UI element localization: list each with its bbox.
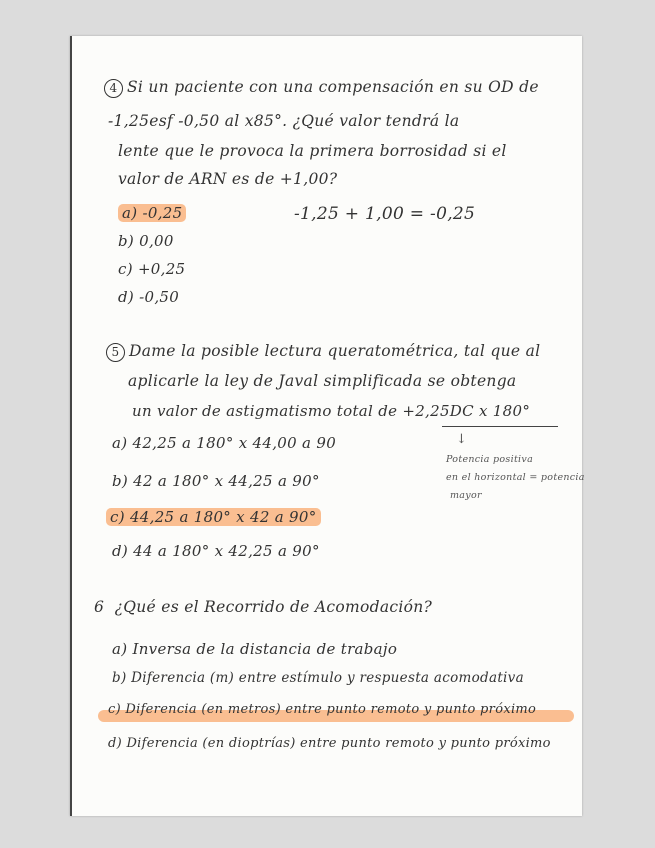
q4-line-1 bbox=[104, 78, 539, 98]
q4-line-3: lente que le provoca la primera borrosidad si el bbox=[118, 142, 507, 160]
q5-option-b-letter: b) bbox=[112, 472, 129, 490]
q4-number: 4 bbox=[104, 79, 123, 98]
q6-option-b-letter: b) bbox=[112, 670, 127, 686]
q4-work: -1,25 + 1,00 = -0,25 bbox=[294, 204, 476, 224]
note-line-3: mayor bbox=[450, 490, 482, 501]
q4-text-1: Si un paciente con una compensación en su OD de bbox=[127, 78, 539, 96]
q5-option-a-letter: a) bbox=[112, 434, 128, 452]
q4-option-d-letter: d) bbox=[118, 288, 135, 306]
q5-option-d-text: 44 a 180° x 42,25 a 90° bbox=[133, 542, 320, 560]
q4-option-d-text: -0,50 bbox=[139, 288, 180, 306]
q6-option-c-text: Diferencia (en metros) entre punto remoto y punto próximo bbox=[125, 702, 537, 717]
q5-text-1: Dame la posible lectura queratométrica, tal que al bbox=[129, 342, 541, 360]
q6-number: 6 bbox=[94, 598, 105, 616]
q5-option-a bbox=[112, 434, 336, 452]
note-line-1: Potencia positiva bbox=[446, 454, 534, 465]
q4-option-b bbox=[118, 232, 174, 250]
q5-option-d-letter: d) bbox=[112, 542, 129, 560]
q4-option-c-text: +0,25 bbox=[137, 260, 186, 278]
q4-option-a bbox=[118, 204, 186, 222]
q5-option-b-text: 42 a 180° x 44,25 a 90° bbox=[133, 472, 320, 490]
q5-line-2: aplicarle la ley de Javal simplificada se obtenga bbox=[128, 372, 517, 390]
note-line-2: en el horizontal = potencia bbox=[446, 472, 585, 483]
q5-option-c-letter: c) bbox=[110, 508, 125, 526]
q6-option-d-letter: d) bbox=[108, 736, 122, 751]
q4-option-b-text: 0,00 bbox=[139, 232, 174, 250]
q4-option-a-text: -0,25 bbox=[142, 204, 183, 222]
q6-option-d-text: Diferencia (en dioptrías) entre punto remoto y punto próximo bbox=[126, 736, 551, 751]
q5-line-3: un valor de astigmatismo total de +2,25DC x 180° bbox=[132, 402, 531, 420]
q6-option-b-text: Diferencia (m) entre estímulo y respuesta acomodativa bbox=[131, 670, 524, 686]
q6-option-c bbox=[108, 702, 536, 717]
q5-option-b bbox=[112, 472, 320, 490]
q6-option-b bbox=[112, 670, 524, 686]
q4-option-d bbox=[118, 288, 179, 306]
q6-option-d bbox=[108, 736, 551, 751]
note-arrow: ↓ bbox=[456, 432, 468, 447]
q5-number: 5 bbox=[106, 343, 125, 362]
handwritten-page bbox=[70, 36, 585, 816]
q4-line-4: valor de ARN es de +1,00? bbox=[118, 170, 338, 188]
q4-option-a-letter: a) bbox=[122, 204, 138, 222]
q4-option-c-letter: c) bbox=[118, 260, 133, 278]
q6-line-1 bbox=[94, 598, 432, 616]
q6-option-a-letter: a) bbox=[112, 640, 128, 658]
q5-option-c-text: 44,25 a 180° x 42 a 90° bbox=[129, 508, 317, 526]
q5-option-c-highlight bbox=[106, 508, 321, 526]
q6-option-c-letter: c) bbox=[108, 702, 121, 717]
q5-option-a-text: 42,25 a 180° x 44,00 a 90 bbox=[132, 434, 337, 452]
q4-line-2: -1,25esf -0,50 al x85°. ¿Qué valor tendrá la bbox=[108, 112, 460, 130]
q6-text: ¿Qué es el Recorrido de Acomodación? bbox=[114, 598, 433, 616]
q6-option-a bbox=[112, 640, 397, 658]
q5-underline bbox=[442, 426, 558, 427]
q4-option-b-letter: b) bbox=[118, 232, 135, 250]
q4-option-c bbox=[118, 260, 185, 278]
q6-option-a-text: Inversa de la distancia de trabajo bbox=[132, 640, 398, 658]
q5-option-d bbox=[112, 542, 320, 560]
q5-line-1 bbox=[106, 342, 540, 362]
q4-option-a-highlight bbox=[118, 204, 186, 222]
q5-option-c bbox=[106, 508, 321, 526]
